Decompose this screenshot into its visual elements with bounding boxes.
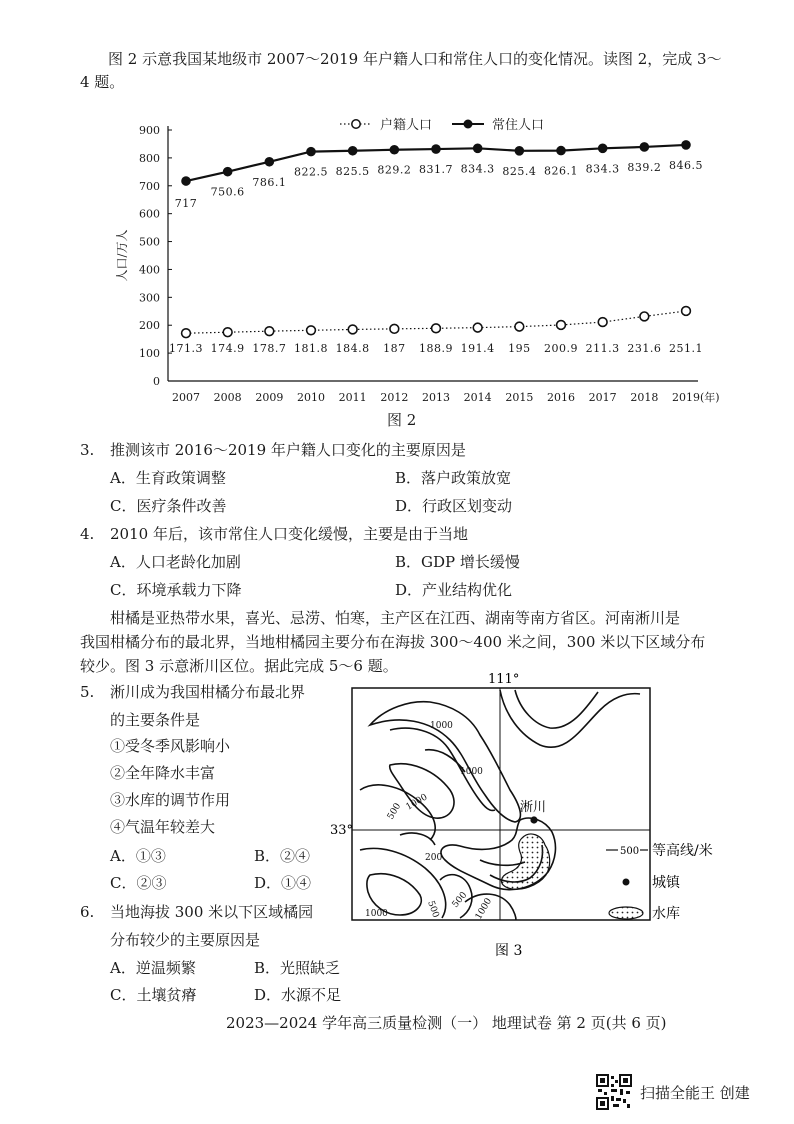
figure-2-caption: 图 2 xyxy=(387,411,417,429)
contour-label: 200 xyxy=(425,853,443,863)
q6-option-c[interactable]: C．土壤贫瘠 xyxy=(110,986,197,1004)
registered-data-point xyxy=(348,325,357,334)
q5-stem-line-1: 淅川成为我国柑橘分布最北界 xyxy=(110,683,306,701)
x-tick-label: 2009 xyxy=(255,391,284,404)
legend-reservoir-label: 水库 xyxy=(652,906,680,922)
q3-stem: 推测该市 2016～2019 年户籍人口变化的主要原因是 xyxy=(110,441,466,459)
q6-option-d[interactable]: D．水源不足 xyxy=(254,986,342,1004)
legend-registered-label: 户籍人口 xyxy=(380,118,433,133)
resident-data-point xyxy=(640,143,648,151)
x-tick-label: 2008 xyxy=(213,391,242,404)
contour-label: 1000 xyxy=(430,721,453,731)
registered-data-point xyxy=(473,323,482,332)
registered-data-point xyxy=(598,318,607,327)
resident-data-label: 829.2 xyxy=(377,163,412,177)
registered-data-label: 184.8 xyxy=(335,342,370,355)
registered-data-label: 174.9 xyxy=(210,342,245,355)
x-tick-label: 2014 xyxy=(463,391,492,404)
resident-data-label: 750.6 xyxy=(210,185,245,199)
intro2-line-2: 我国柑橘分布的最北界，当地柑橘园主要分布在海拔 300～400 米之间，300 米以下区域分布 xyxy=(80,633,706,651)
q5-option-a[interactable]: A．①③ xyxy=(110,847,166,865)
registered-data-label: 171.3 xyxy=(169,342,203,355)
y-tick-label: 900 xyxy=(139,124,160,137)
q6-option-a[interactable]: A．逆温频繁 xyxy=(110,959,196,977)
contour-label: 1000 xyxy=(460,767,483,777)
resident-data-point xyxy=(224,168,232,176)
q4-option-c[interactable]: C．环境承载力下降 xyxy=(110,581,242,599)
q5-option-d[interactable]: D．①④ xyxy=(254,874,312,892)
y-tick-label: 600 xyxy=(139,207,160,221)
x-tick-label: 2011 xyxy=(338,391,367,404)
q5-item-3: ③水库的调节作用 xyxy=(110,791,231,809)
registered-data-label: 200.9 xyxy=(544,342,578,355)
y-tick-label: 800 xyxy=(139,151,160,165)
x-tick-label: 2017 xyxy=(588,391,617,404)
legend-resident-marker xyxy=(464,120,472,128)
registered-data-label: 178.7 xyxy=(252,342,287,355)
registered-data-point xyxy=(265,327,274,336)
registered-data-point xyxy=(432,324,441,333)
resident-data-label: 839.2 xyxy=(627,160,662,174)
resident-data-point xyxy=(557,147,565,155)
x-tick-label: 2018 xyxy=(630,391,659,404)
chart-legend xyxy=(340,117,544,133)
resident-data-label: 825.4 xyxy=(502,164,537,178)
intro-line-1: 图 2 示意我国某地级市 2007～2019 年户籍人口和常住人口的变化情况。读图 2，完成 3～ xyxy=(108,50,722,68)
q3-option-d[interactable]: D．行政区划变动 xyxy=(395,497,513,515)
registered-data-point xyxy=(182,329,191,338)
resident-data-label: 822.5 xyxy=(294,165,328,179)
resident-data-point xyxy=(307,148,315,156)
y-tick-label: 700 xyxy=(139,179,160,193)
q5-option-b[interactable]: B．②④ xyxy=(254,847,311,865)
q5-option-c[interactable]: C．②③ xyxy=(110,874,167,892)
x-tick-label: 2007 xyxy=(172,391,200,404)
q6-stem-line-2: 分布较少的主要原因是 xyxy=(110,931,261,949)
q4-option-d[interactable]: D．产业结构优化 xyxy=(395,581,513,599)
legend-reservoir-icon xyxy=(609,907,643,919)
scanner-brand-text: 扫描全能王 创建 xyxy=(640,1084,750,1102)
registered-data-label: 188.9 xyxy=(419,342,453,355)
q3-number: 3. xyxy=(80,441,95,459)
q6-stem-line-1: 当地海拔 300 米以下区域橘园 xyxy=(110,903,314,921)
resident-data-point xyxy=(515,147,523,155)
x-tick-label: 2012 xyxy=(380,391,409,404)
intro2-line-1: 柑橘是亚热带水果，喜光、忌涝、怕寒，主产区在江西、湖南等南方省区。河南淅川是 xyxy=(110,609,681,627)
q3-option-b[interactable]: B．落户政策放宽 xyxy=(395,469,512,487)
q6-number: 6. xyxy=(80,903,95,921)
registered-data-point xyxy=(307,326,316,335)
registered-data-label: 191.4 xyxy=(460,342,495,355)
registered-data-label: 187 xyxy=(383,342,406,355)
resident-data-point xyxy=(682,141,690,149)
resident-data-point xyxy=(182,177,190,185)
x-axis-unit: (年) xyxy=(700,391,720,404)
registered-data-point xyxy=(640,312,649,321)
resident-data-point xyxy=(474,144,482,152)
x-tick-label: 2015 xyxy=(505,391,534,404)
legend-registered-marker xyxy=(352,120,360,128)
y-tick-label: 0 xyxy=(153,375,160,388)
q5-item-4: ④气温年较差大 xyxy=(110,818,216,836)
town-marker xyxy=(530,816,537,823)
registered-data-point xyxy=(515,322,524,331)
resident-data-point xyxy=(599,144,607,152)
q4-number: 4. xyxy=(80,525,95,543)
legend-contour-value: 500 xyxy=(620,846,640,857)
q4-option-a[interactable]: A．人口老龄化加剧 xyxy=(110,553,241,571)
y-tick-label: 200 xyxy=(139,319,160,333)
population-line-chart xyxy=(100,108,720,428)
contour-label: 500 xyxy=(385,801,404,822)
resident-data-label: 831.7 xyxy=(419,163,453,177)
registered-data-label: 181.8 xyxy=(294,342,328,355)
y-tick-label: 400 xyxy=(139,263,160,277)
legend-resident-label: 常住人口 xyxy=(492,118,545,133)
contour-label: 1000 xyxy=(473,896,495,922)
y-tick-label: 300 xyxy=(139,291,160,305)
town-label: 淅川 xyxy=(520,800,547,815)
intro2-line-3: 较少。图 3 示意淅川区位。据此完成 5～6 题。 xyxy=(80,657,398,675)
intro-line-2: 4 题。 xyxy=(80,73,125,91)
x-tick-label: 2013 xyxy=(422,391,450,404)
q3-option-a[interactable]: A．生育政策调整 xyxy=(110,469,226,487)
registered-data-label: 211.3 xyxy=(585,342,620,355)
location-map xyxy=(330,670,740,960)
q5-item-1: ①受冬季风影响小 xyxy=(110,737,231,755)
y-tick-label: 500 xyxy=(139,235,160,249)
registered-data-point xyxy=(223,328,232,337)
longitude-label: 111° xyxy=(488,672,520,687)
q5-number: 5. xyxy=(80,683,95,701)
registered-data-label: 195 xyxy=(508,342,531,355)
registered-data-point xyxy=(682,307,691,316)
legend-town-icon xyxy=(623,879,630,886)
resident-data-point xyxy=(432,145,440,153)
contour-label: 1000 xyxy=(404,792,430,813)
resident-data-label: 826.1 xyxy=(544,164,578,178)
legend-contour-label: 等高线/米 xyxy=(652,843,713,859)
registered-data-label: 231.6 xyxy=(627,342,662,355)
qr-code-icon xyxy=(596,1074,632,1110)
contour-label: 500 xyxy=(450,890,470,910)
registered-data-point xyxy=(557,321,566,330)
resident-data-point xyxy=(265,158,273,166)
resident-data-label: 846.5 xyxy=(669,158,703,172)
resident-data-label: 786.1 xyxy=(252,175,287,189)
x-tick-label: 2016 xyxy=(547,391,575,404)
resident-data-point xyxy=(390,146,398,154)
page-footer: 2023—2024 学年高三质量检测（一） 地理试卷 第 2 页(共 6 页) xyxy=(226,1014,667,1032)
contour-label: 1000 xyxy=(365,909,388,919)
resident-data-label: 825.5 xyxy=(335,164,370,178)
y-tick-label: 100 xyxy=(139,347,160,361)
x-tick-label: 2019 xyxy=(672,391,700,404)
q6-option-b[interactable]: B．光照缺乏 xyxy=(254,959,341,977)
registered-data-label: 251.1 xyxy=(669,342,703,355)
legend-town-label: 城镇 xyxy=(652,875,680,891)
q4-option-b[interactable]: B．GDP 增长缓慢 xyxy=(395,553,520,571)
latitude-label: 33° xyxy=(330,823,354,838)
y-axis-label: 人口/万人 xyxy=(115,229,129,282)
q5-item-2: ②全年降水丰富 xyxy=(110,764,216,782)
contour-label: 500 xyxy=(425,899,441,920)
x-tick-label: 2010 xyxy=(297,391,325,404)
registered-data-point xyxy=(390,324,399,333)
resident-data-label: 717 xyxy=(174,197,198,211)
q3-option-c[interactable]: C．医疗条件改善 xyxy=(110,497,227,515)
q4-stem: 2010 年后，该市常住人口变化缓慢，主要是由于当地 xyxy=(110,525,468,543)
q5-stem-line-2: 的主要条件是 xyxy=(110,711,201,729)
resident-data-point xyxy=(349,147,357,155)
figure-3-caption: 图 3 xyxy=(495,943,523,959)
resident-data-label: 834.3 xyxy=(460,162,495,176)
resident-data-label: 834.3 xyxy=(585,162,620,176)
